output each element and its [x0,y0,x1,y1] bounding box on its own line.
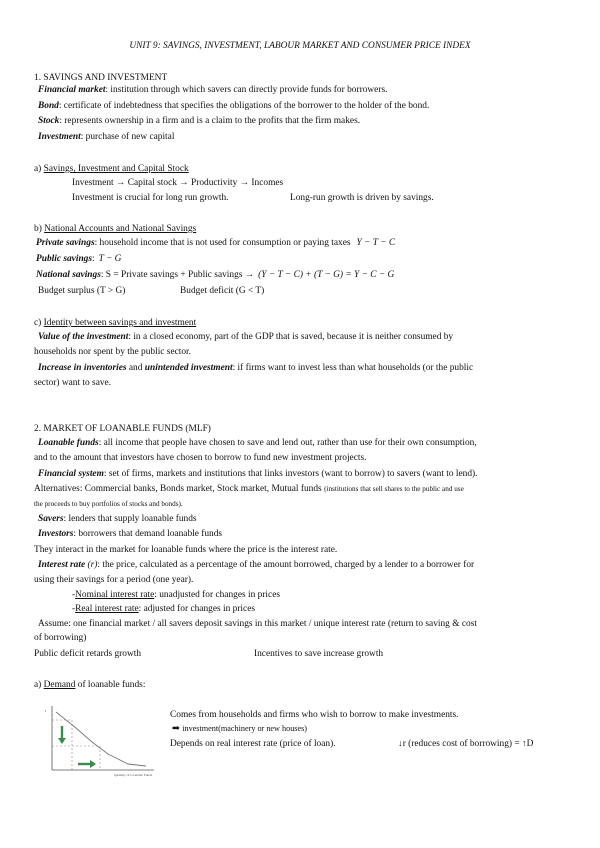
investment-note [172,723,307,735]
interact-sentence: They interact in the market for loanable funds where the price is the interest rate. [34,545,338,555]
subsection-1a-label [34,163,189,175]
figure-x-label: Quantity of Loanable Funds [114,773,153,777]
figure-y-label: r [45,708,47,713]
alternatives-note-2: the proceeds to buy portfolios of stocks and bonds). [34,500,183,508]
term-savers: Savers [38,514,64,524]
term-value-investment: Value of the investment [38,332,129,342]
term-investors: Investors [38,529,74,539]
investment-crucial: Investment is crucial for long run growth. [72,193,229,203]
investment-chain: Investment → Capital stock → Productivity → Incomes [72,178,284,188]
term-real-rate: Real interest rate [75,604,139,614]
def-national-savings [36,269,394,281]
formula-national-savings: (Y − T − C) + (T − G) = Y − C − G [258,270,395,280]
subsection-1c-label [34,317,196,329]
section-2-heading: 2. MARKET OF LOANABLE FUNDS (MLF) [34,424,211,434]
def-value-investment [34,331,566,343]
def-private-savings [36,237,395,249]
def-financial-system [38,468,478,480]
term-financial-market: Financial market [38,85,106,95]
def-savers [38,513,197,525]
subsection-1a-title: Savings, Investment and Capital Stock [43,164,189,174]
budget-surplus: Budget surplus (T > G) [38,286,126,296]
term-national-savings: National savings [36,270,101,280]
real-dash: - [72,604,76,614]
alternatives-text: Alternatives: Commercial banks, Bonds market, Stock market, Mutual funds [34,484,322,494]
public-deficit-growth: Public deficit retards growth [34,649,142,659]
quantity-right-arrowhead-icon [90,760,96,768]
term-public-savings: Public savings [36,254,92,264]
def-loanable-funds-text-2: and to the amount that investors have chosen to borrow to fund new investment projects. [34,453,367,463]
def-savers-text: : lenders that supply loanable funds [63,514,197,524]
demand-comes-from [170,709,566,721]
def-interest-rate-text-1: : the price, calculated as a percentage of the amount borrowed, charged by a lender to a borrower for [97,560,475,570]
def-financial-market [38,84,387,96]
right-arrow-icon: ➡ [172,724,180,734]
document-title: UNIT 9: SAVINGS, INVESTMENT, LABOUR MARKET AND CONSUMER PRICE INDEX [129,41,471,51]
growth-driven: Long-run growth is driven by savings. [290,193,434,203]
rate-effect: ↓r (reduces cost of borrowing) = ↑D [398,739,534,749]
demand-figure [42,702,160,778]
def-private-savings-text: : household income that is not used for consumption or paying taxes [94,238,351,248]
interest-rate-symbol: (r) [87,560,98,570]
assume-line-1: Assume: one financial market / all savers deposit savings in this market / unique interest rate (return to saving & cost [38,619,477,629]
def-stock-text: : represents ownership in a firm and is a claim to the profits that the firm makes. [59,116,361,126]
term-interest-rate: Interest rate [38,560,86,570]
def-interest-rate [38,559,474,571]
def-real-rate-text: : adjusted for changes in prices [138,604,256,614]
def-inventories-text-2: sector) want to save. [34,378,112,388]
budget-deficit: Budget deficit (G < T) [180,286,265,296]
term-nominal-rate: Nominal interest rate [75,590,155,600]
def-bond [38,100,429,112]
def-bond-text: : certificate of indebtedness that specifies the obligations of the borrower to the holder of the bond. [58,101,430,111]
subsection-1c-prefix: c) [34,318,44,328]
def-loanable-funds-text-1: : all income that people have chosen to save and lend out, rather than use for their own consumption, [98,438,477,448]
def-value-investment-text-2: households nor spent by the public sector. [34,347,192,357]
alternatives-note-1: (institutions that sell shares to the public and use [324,485,464,493]
term-loanable-funds: Loanable funds [38,438,99,448]
def-inventories-text-1: : if firms want to invest less than what households (or the public [232,363,474,373]
depends-real-rate: Depends on real interest rate (price of loan). [170,739,336,749]
subsection-2a-prefix: a) [34,680,44,690]
def-investment-text: : purchase of new capital [80,132,175,142]
term-private-savings: Private savings [36,238,95,248]
def-inventories-and: and [126,363,145,373]
def-real-rate [72,603,255,615]
def-financial-market-text: : institution through which savers can directly provide funds for borrowers. [105,85,388,95]
section-1-heading: 1. SAVINGS AND INVESTMENT [34,73,168,83]
subsection-2a-label [34,679,145,691]
def-loanable-funds [38,437,477,449]
investment-note-text: investment(machinery or new houses) [182,724,308,733]
alternatives-line [34,483,464,495]
formula-private-savings: Y − T − C [356,238,396,248]
def-investors-text: : borrowers that demand loanable funds [73,529,223,539]
term-increase-inventories: Increase in inventories [38,363,127,373]
def-stock [38,115,360,127]
subsection-2a-title: Demand [43,680,76,690]
def-inventories [38,362,473,374]
subsection-1b-label [34,223,196,235]
term-stock: Stock [38,116,60,126]
subsection-1b-prefix: b) [34,224,45,234]
nominal-dash: - [72,590,76,600]
def-public-savings [36,253,121,265]
incentives-growth: Incentives to save increase growth [254,649,384,659]
def-financial-system-text: : set of firms, markets and institutions that links investors (want to borrow) to savers (want to lend). [103,469,478,479]
def-nominal-rate-text: : unadjusted for changes in prices [154,590,281,600]
term-financial-system: Financial system [38,469,104,479]
def-national-savings-text: : S = Private savings + Public savings → [100,270,255,280]
assume-line-2: of borrowing) [34,633,87,643]
subsection-2a-suffix: of loanable funds: [75,680,146,690]
def-interest-rate-text-2: using their savings for a period (one year). [34,575,194,585]
formula-public-savings: T − G [98,254,122,264]
term-unintended-investment: unintended investment [144,363,233,373]
subsection-1b-title: National Accounts and National Savings [44,224,197,234]
rate-down-arrowhead-icon [58,738,66,744]
def-nominal-rate [72,589,280,601]
term-investment: Investment [38,132,81,142]
demand-comes-text: Comes from households and firms who wish to borrow to make investments. [170,710,459,720]
def-investment [38,131,174,143]
def-value-investment-text-1: : in a closed economy, part of the GDP that is saved, because it is neither consumed by [128,332,454,342]
subsection-1a-prefix: a) [34,164,44,174]
term-bond: Bond [38,101,59,111]
def-investors [38,528,222,540]
def-public-savings-text: : [92,254,95,264]
subsection-1c-title: Identity between savings and investment [43,318,197,328]
